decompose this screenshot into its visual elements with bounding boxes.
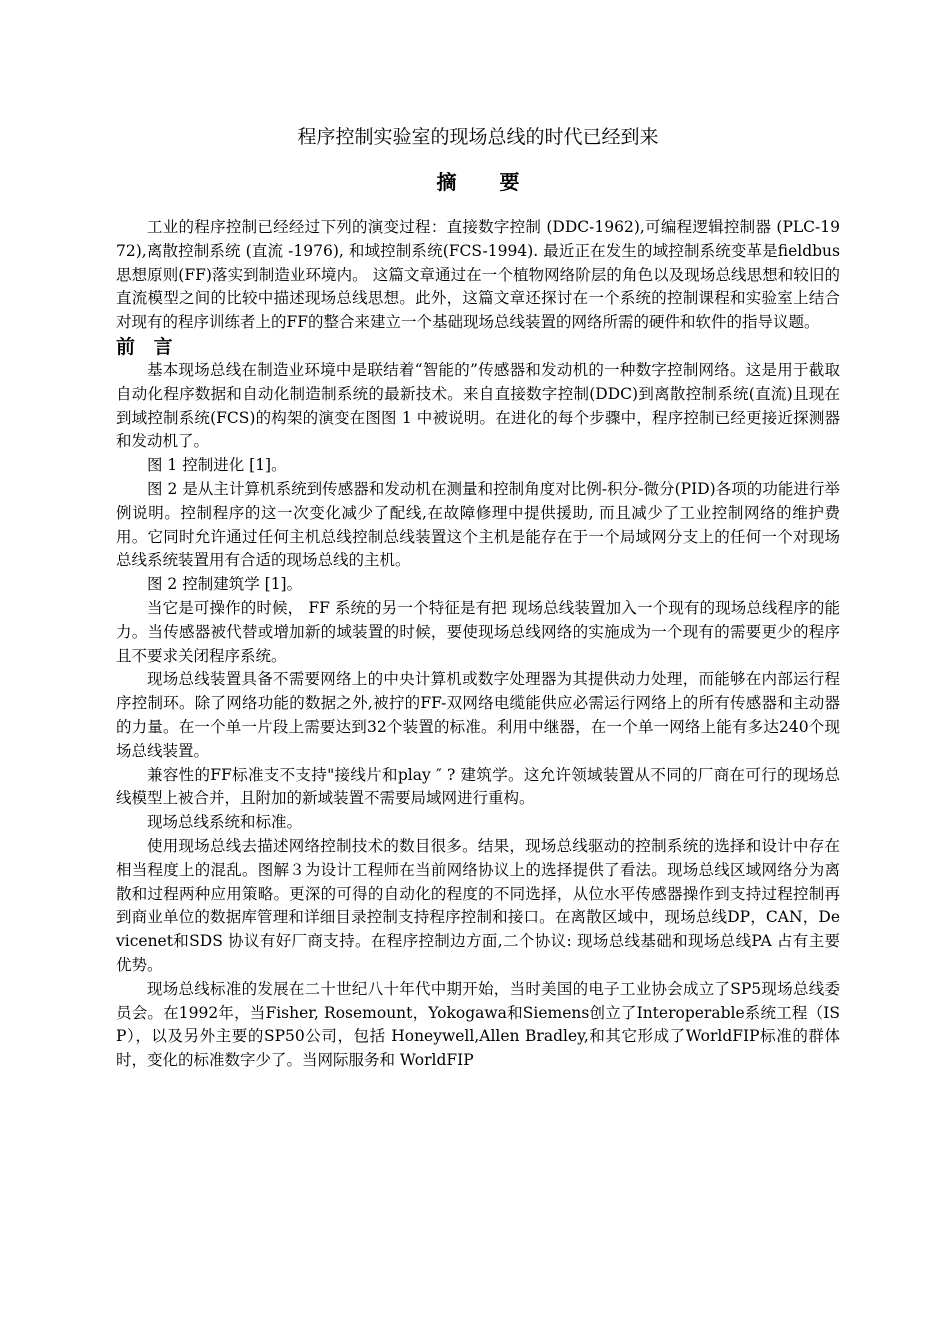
document-page: [116, 118, 840, 1073]
figure-caption: 图 1 控制进化 [1]。: [147, 456, 287, 475]
abstract-paragraph: 工业的程序控制已经经过下列的演变过程：直接数字控制 (DDC-1962),可编程逻辑控制器 (PLC-1972),离散控制系统 (直流 -1976), 和域控制系统(FCS-1994). 最近正在发生的域控制系统变革是fieldbus思想原则(FF)落实到制造业环境内。 这篇文章通过在一个植物网络阶层的角色以及现场总线思想和较旧的直流模型之间的比较中描述现场总线思想。此外，这篇文章还探讨在一个系统的控制课程和实验室上结合对现有的程序训练者上的FF的整合来建立一个基础现场总线装置的网络所需的硬件和软件的指导议题。: [116, 218, 840, 332]
subsection-heading: 现场总线系统和标准。: [147, 813, 303, 832]
body-paragraph: 现场总线标准的发展在二十世纪八十年代中期开始，当时美国的电子工业协会成立了SP5现场总线委员会。在1992年，当Fisher, Rosemount，Yokogawa和Siemens创立了Interoperable系统工程（ISP），以及另外主要的SP50公司，包括 Honeywell,Allen Bradley,和其它形成了WorldFIP标准的群体时，变化的标准数字少了。当网际服务和 WorldFIP: [116, 979, 840, 1070]
document-title: 程序控制实验室的现场总线的时代已经到来: [297, 126, 659, 148]
body-paragraph: 图 2 是从主计算机系统到传感器和发动机在测量和控制角度对比例-积分-微分(PID)各项的功能进行举例说明。控制程序的这一次变化减少了配线,在故障修理中提供援助, 而且减少了工业控制网络的维护费用。它同时允许通过任何主机总线控制总线装置这个主机是能存在于一个局域网分支上的任何一个对现场总线系统装置用有合适的现场总线的主机。: [116, 479, 840, 570]
body-paragraph: 基本现场总线在制造业环境中是联结着“智能的”传感器和发动机的一种数字控制网络。这是用于截取自动化程序数据和自动化制造制系统的最新技术。来自直接数字控制(DDC)到离散控制系统(直流)且现在到域控制系统(FCS)的构架的演变在图图 1 中被说明。在进化的每个步骤中，程序控制已经更接近探测器和发动机了。: [116, 360, 840, 451]
figure-caption: 图 2 控制建筑学 [1]。: [147, 575, 303, 594]
preface-heading: 前 言: [116, 335, 179, 358]
abstract-heading: 摘 要: [436, 170, 538, 194]
body-paragraph: 现场总线装置具备不需要网络上的中央计算机或数字处理器为其提供动力处理，而能够在内部运行程序控制环。除了网络功能的数据之外,被拧的FF-双网络电缆能供应必需运行网络上的所有传感器和主动器的力量。在一个单一片段上需要达到32个装置的标准。利用中继器，在一个单一网络上能有多达240个现场总线装置。: [116, 670, 840, 760]
body-paragraph: 当它是可操作的时候， FF 系统的另一个特征是有把 现场总线装置加入一个现有的现场总线程序的能力。当传感器被代替或增加新的域装置的时候，要使现场总线网络的实施成为一个现有的需要更少的程序且不要求关闭程序系统。: [116, 598, 840, 665]
body-paragraph: 兼容性的FF标准支不支持"接线片和play ″ ? 建筑学。这允许领域装置从不同的厂商在可行的现场总线模型上被合并，且附加的新域装置不需要局域网进行重构。: [116, 765, 840, 808]
body-paragraph: 使用现场总线去描述网络控制技术的数目很多。结果，现场总线驱动的控制系统的选择和设计中存在相当程度上的混乱。图解３为设计工程师在当前网络协议上的选择提供了看法。现场总线区域网络分为离散和过程两种应用策略。更深的可得的自动化的程度的不同选择，从位水平传感器操作到支持过程控制再到商业单位的数据库管理和详细目录控制支持程序控制和接口。在离散区域中，现场总线DP，CAN，Devicenet和SDS 协议有好厂商支持。在程序控制边方面,二个协议: 现场总线基础和现场总线PA 占有主要优势。: [116, 836, 840, 974]
